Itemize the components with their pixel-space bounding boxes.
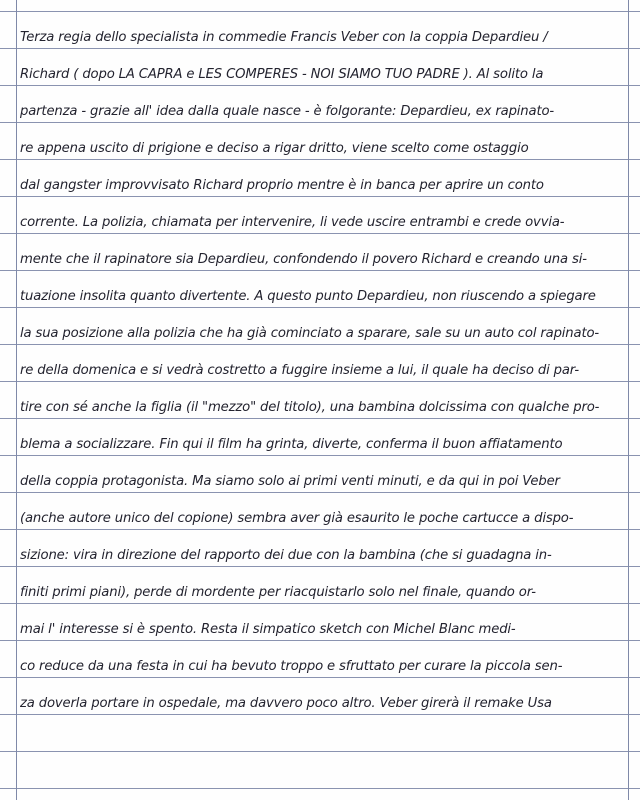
text-line: dal gangster improvvisato Richard proprio mentre è in banca per aprire un conto <box>20 178 544 193</box>
text-line: mente che il rapinatore sia Depardieu, confondendo il povero Richard e creando una si- <box>20 252 587 267</box>
text-line: corrente. La polizia, chiamata per intervenire, li vede uscire entrambi e crede ovvia- <box>20 215 565 230</box>
text-line: (anche autore unico del copione) sembra aver già esaurito le poche cartucce a dispo- <box>20 511 574 526</box>
text-line: co reduce da una festa in cui ha bevuto troppo e sfruttato per curare la piccola sen- <box>20 659 563 674</box>
text-line: sizione: vira in direzione del rapporto dei due con la bambina (che si guadagna in- <box>20 548 552 563</box>
text-line: re appena uscito di prigione e deciso a rigar dritto, viene scelto come ostaggio <box>20 141 529 156</box>
ruled-line <box>0 788 640 789</box>
text-line: tuazione insolita quanto divertente. A questo punto Depardieu, non riuscendo a spiegare <box>20 289 596 304</box>
text-line: za doverla portare in ospedale, ma davvero poco altro. Veber girerà il remake Usa <box>20 696 552 711</box>
text-line: la sua posizione alla polizia che ha già cominciato a sparare, sale su un auto col rapinato- <box>20 326 599 341</box>
text-line: blema a socializzare. Fin qui il film ha grinta, diverte, conferma il buon affiatamento <box>20 437 563 452</box>
text-line: della coppia protagonista. Ma siamo solo ai primi venti minuti, e da qui in poi Veber <box>20 474 560 489</box>
text-line: finiti primi piani), perde di mordente per riacquistarlo solo nel finale, quando or- <box>20 585 536 600</box>
text-line: Richard ( dopo LA CAPRA e LES COMPERES - NOI SIAMO TUO PADRE ). Al solito la <box>20 67 544 82</box>
ruled-line <box>0 751 640 752</box>
text-line: tire con sé anche la figlia (il "mezzo" del titolo), una bambina dolcissima con qualche pro- <box>20 400 600 415</box>
ruled-line <box>0 11 640 12</box>
text-line: partenza - grazie all' idea dalla quale nasce - è folgorante: Depardieu, ex rapinato- <box>20 104 554 119</box>
text-line: Terza regia dello specialista in commedie Francis Veber con la coppia Depardieu / <box>20 30 548 45</box>
text-line: mai l' interesse si è spento. Resta il simpatico sketch con Michel Blanc medi- <box>20 622 516 637</box>
right-margin-line <box>628 0 629 800</box>
left-margin-line <box>16 0 17 800</box>
text-line: re della domenica e si vedrà costretto a fuggire insieme a lui, il quale ha deciso di par- <box>20 363 579 378</box>
